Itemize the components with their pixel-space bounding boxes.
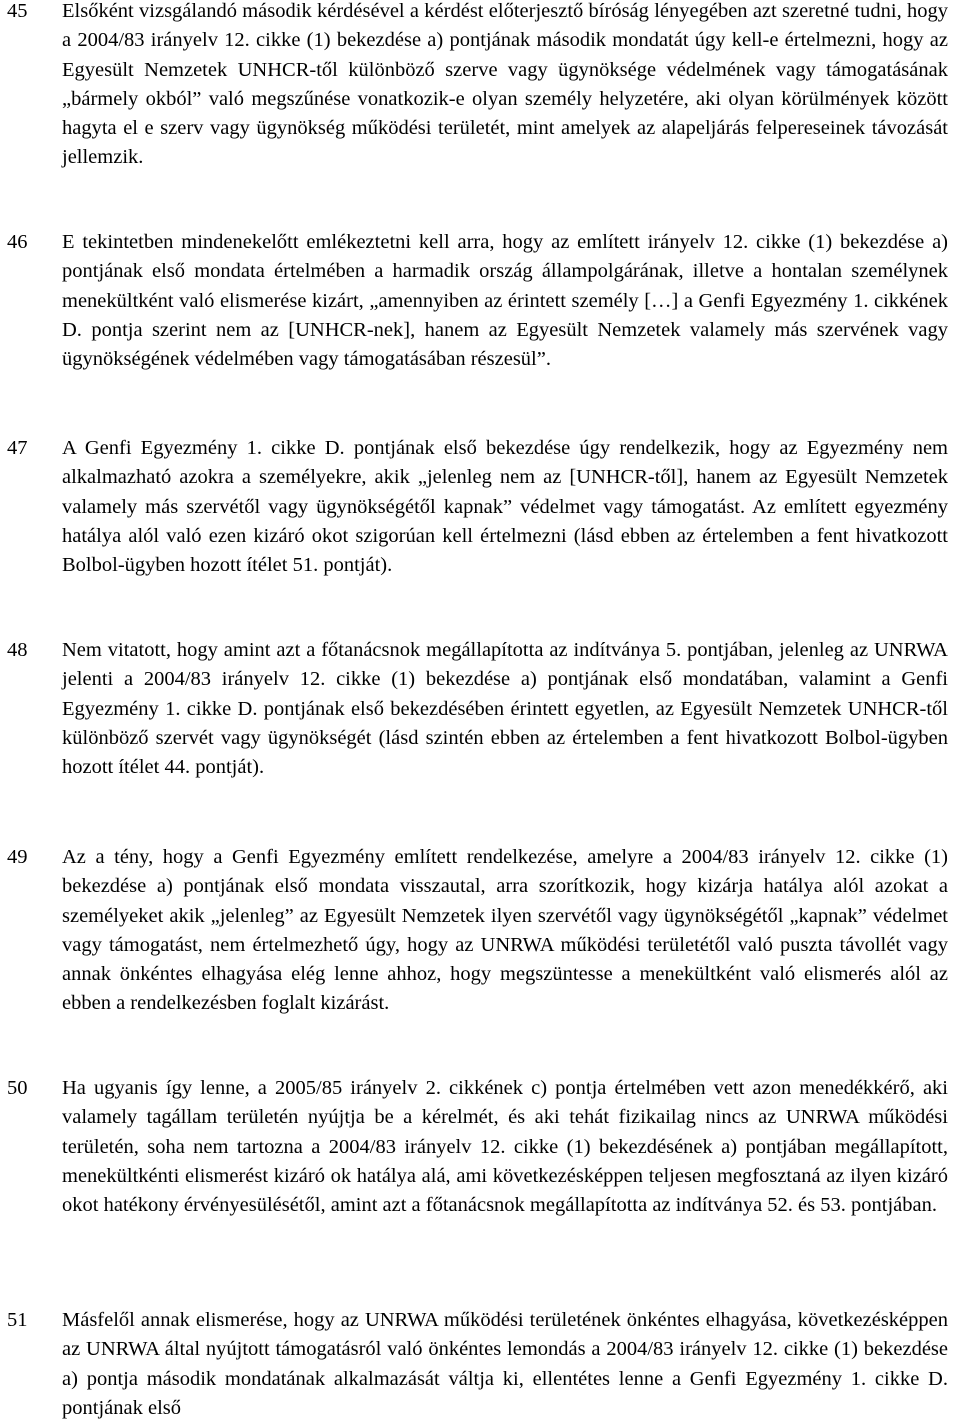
- paragraph-49: [0, 843, 954, 1019]
- paragraph-text: A Genfi Egyezmény 1. cikke D. pontjának első bekezdése úgy rendelkezik, hogy az Egyezmény nem alkalmazható azokra a személyekre, akik „jelenleg nem az [UNHCR-től], hanem az Egyesült Nemzetek valamely más szervétől vagy ügynökségétől kapnak” védelmet vagy támogatást. Az említett egyezmény hatálya alól való ezen kizáró okot szigorúan kell értelmezni (lásd ebben az értelemben a fent hivatkozott Bolbol-ügyben hozott ítélet 51. pontját).: [62, 437, 948, 577]
- paragraph-number: 49: [7, 846, 28, 868]
- paragraph-text: Elsőként vizsgálandó második kérdésével a kérdést előterjesztő bíróság lényegében azt szeretné tudni, hogy a 2004/83 irányelv 12. cikke (1) bekezdése a) pontjának második mondatát úgy kell-e értelmezni, hogy az Egyesült Nemzetek UNHCR-től különböző szerve vagy ügynöksége védelmének vagy támogatásának „bármely okból” való megszűnése vonatkozik-e olyan személy helyzetére, aki olyan körülmények között hagyta el e szerv vagy ügynökség működési területét, mint amelyek az alapeljárás felpereseinek távozását jellemzik.: [62, 0, 948, 169]
- paragraph-46: [0, 228, 954, 374]
- paragraph-text: Másfelől annak elismerése, hogy az UNRWA működési területének önkéntes elhagyása, következésképpen az UNRWA által nyújtott támogatásról való önkéntes lemondás a 2004/83 irányelv 12. cikke (1) bekezdése a) pontja második mondatának alkalmazását váltja ki, ellentétes lenne a Genfi Egyezmény 1. cikke D. pontjának első: [62, 1309, 948, 1419]
- paragraph-number: 51: [7, 1309, 28, 1331]
- paragraph-45: [0, 0, 954, 173]
- paragraph-number: 46: [7, 231, 28, 253]
- paragraph-text: Ha ugyanis így lenne, a 2005/85 irányelv 2. cikkének c) pontja értelmében vett azon menedékkérő, aki valamely tagállam területén nyújtja be a kérelmét, és aki tehát fizikailag nincs az UNRWA működési területén, soha nem tartozna a 2004/83 irányelv 12. cikke (1) bekezdésének a) pontjában megállapított, menekültkénti elismerést kizáró ok hatálya alá, ami következésképpen teljesen megfosztaná az ilyen kizáró okot hatékony érvényesülésétől, amint azt a főtanácsnok megállapította az indítványa 52. és 53. pontjában.: [62, 1077, 948, 1217]
- paragraph-number: 48: [7, 639, 28, 661]
- paragraph-text: Az a tény, hogy a Genfi Egyezmény említett rendelkezése, amelyre a 2004/83 irányelv 12. cikke (1) bekezdése a) pontjának első mondata visszautal, arra szorítkozik, hogy kizárja hatálya alól azokat a személyeket akik „jelenleg” az Egyesült Nemzetek ilyen szervétől vagy ügynökségétől „kapnak” védelmet vagy támogatást, nem értelmezhető úgy, hogy az UNRWA működési területétől való puszta távollét vagy annak önkéntes elhagyása elég lenne ahhoz, hogy megszüntesse a menekültként való elismerés alól az ebben a rendelkezésben foglalt kizárást.: [62, 846, 948, 1015]
- paragraph-number: 45: [7, 0, 28, 22]
- paragraph-number: 47: [7, 437, 28, 459]
- paragraph-50: [0, 1074, 954, 1220]
- paragraph-47: [0, 434, 954, 580]
- paragraph-text: E tekintetben mindenekelőtt emlékeztetni kell arra, hogy az említett irányelv 12. cikke (1) bekezdése a) pontjának első mondata értelmében a harmadik ország állampolgárának, illetve a hontalan személynek menekültként való elismerése kizárt, „amennyiben az érintett személy […] a Genfi Egyezmény 1. cikkének D. pontja szerint nem az [UNHCR-nek], hanem az Egyesült Nemzetek valamely más szervének vagy ügynökségének védelmében vagy támogatásában részesül”.: [62, 231, 948, 371]
- paragraph-48: [0, 636, 954, 782]
- paragraph-number: 50: [7, 1077, 28, 1099]
- paragraph-51: [0, 1306, 954, 1423]
- paragraph-text: Nem vitatott, hogy amint azt a főtanácsnok megállapította az indítványa 5. pontjában, jelenleg az UNRWA jelenti a 2004/83 irányelv 12. cikke (1) bekezdése a) pontjának első mondatában, valamint a Genfi Egyezmény 1. cikke D. pontjának első bekezdésében érintett egyetlen, az Egyesült Nemzetek UNHCR-től különböző szervét vagy ügynökségét (lásd szintén ebben az értelemben a fent hivatkozott Bolbol-ügyben hozott ítélet 44. pontját).: [62, 639, 948, 779]
